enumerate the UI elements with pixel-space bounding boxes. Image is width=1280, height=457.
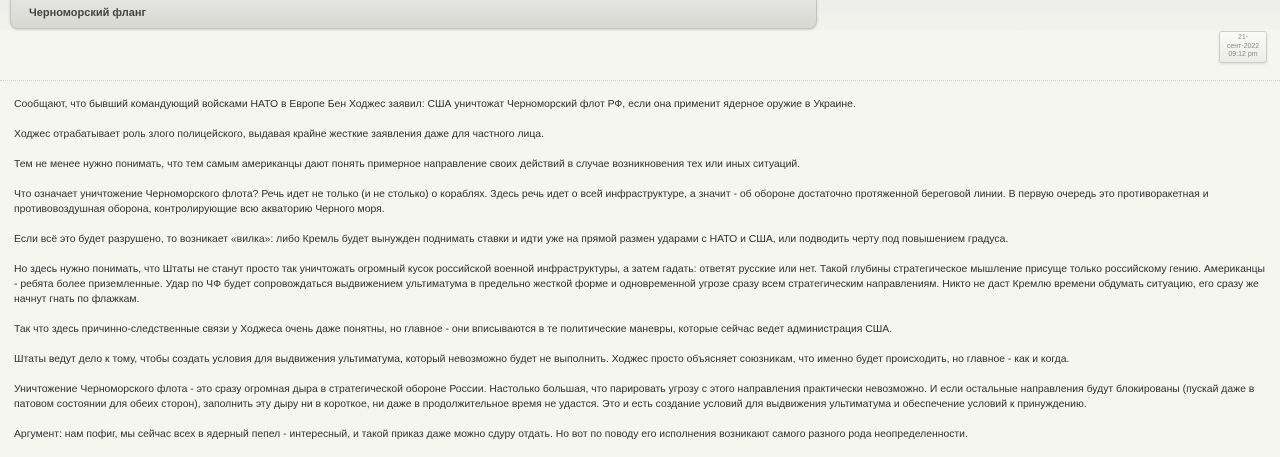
post-paragraph: Штаты ведут дело к тому, чтобы создать условия для выдвижения ультиматума, который невозможно будет не выполнить. Ходжес просто объясняет союзникам, что именно будет происходить, но главное - как и когда. — [14, 354, 1070, 365]
post-paragraph: Ходжес отрабатывает роль злого полицейского, выдавая крайне жесткие заявления даже для частного лица. — [14, 129, 544, 140]
post-title-tab — [10, 0, 817, 29]
post-paragraph: Но здесь нужно понимать, что Штаты не станут просто так уничтожать огромный кусок российской военной инфраструктуры, а затем гадать: ответят русские или нет. Такой глубины стратегическое мышление присуще только российскому гению. Американцы - ребята более приземленные. Удар по ЧФ будет сопровождаться выдвижением ультиматума в предельно жесткой форме и одновременной угрозе сразу всем стратегическим направлениям. Никто не даст Кремлю времени обдумать ситуацию, его сразу же начнут гнать по флажкам. — [14, 264, 1266, 305]
post-title: Черноморский фланг — [29, 7, 147, 19]
post-body — [14, 97, 1266, 457]
post-paragraph: Так что здесь причинно-следственные связи у Ходжеса очень даже понятны, но главное - они вписываются в те политические маневры, которые сейчас ведет администрация США. — [14, 324, 893, 335]
post-paragraph: Уничтожение Черноморского флота - это сразу огромная дыра в стратегической обороне России. Настолько большая, что парировать угрозу с этого направления практически невозможно. И если остальные направления будут блокированы (пускай даже в патовом состоянии для обеих сторон), заполнить эту дыру ни в короткое, ни даже в продолжительное время не удастся. Это и есть создание условий для выдвижения ультиматума и обеспечение условий к принуждению. — [14, 384, 1255, 410]
header-divider — [0, 80, 1280, 81]
post-date-time: 09:12 pm — [1228, 51, 1258, 58]
post-paragraph: Аргумент: нам пофиг, мы сейчас всех в ядерный пепел - интересный, и такой приказ даже можно сдуру отдать. Но вот по поводу его исполнения возникают самого разного рода неопределенности. — [14, 429, 968, 440]
post-date-day: 21- — [1237, 34, 1249, 41]
post-paragraph: Что означает уничтожение Черноморского флота? Речь идет не только (и не столько) о кораблях. Здесь речь идет о всей инфраструктуре, а значит - об обороне достаточно протяженной береговой линии. В первую очередь это противоракетная и противовоздушная оборона, контролирующие всю акваторию Черного моря. — [14, 189, 1209, 215]
post-paragraph: Если всё это будет разрушено, то возникает «вилка»: либо Кремль будет вынужден поднимать ставки и идти уже на прямой размен ударами с НАТО и США, или подводить черту под повышением градуса. — [14, 234, 1009, 245]
post-date-badge — [1219, 31, 1267, 63]
post-date-month-year: сент-2022 — [1226, 42, 1260, 50]
post-paragraph: Тем не менее нужно понимать, что тем самым американцы дают понять примерное направление своих действий в случае возникновения тех или иных ситуаций. — [14, 159, 801, 170]
post-paragraph: Сообщают, что бывший командующий войсками НАТО в Европе Бен Ходжес заявил: США уничтожат Черноморский флот РФ, если она применит ядерное оружие в Украине. — [14, 99, 856, 110]
